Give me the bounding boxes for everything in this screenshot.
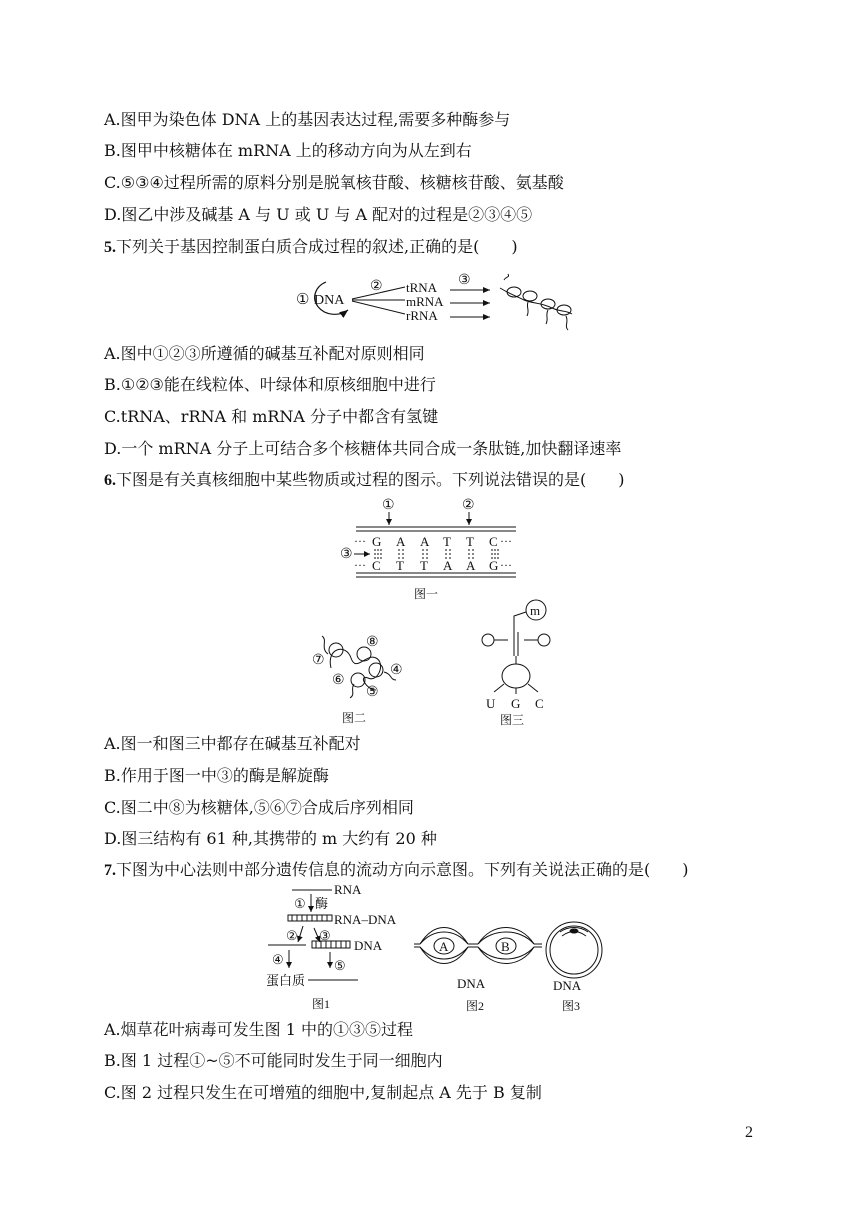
fig1-bottom-base: G — [489, 558, 499, 573]
fig1-top-base: T — [443, 534, 451, 549]
fig1-top-base: T — [466, 534, 474, 549]
fig1-step5: ⑤ — [334, 958, 346, 973]
q7-option-a: A.烟草花叶病毒可发生图 1 中的①③⑤过程 — [104, 1020, 413, 1039]
fig3-anticodon-u: U — [486, 696, 496, 711]
fig1-mark1: ① — [382, 498, 395, 513]
fig1-mark3: ③ — [340, 547, 353, 562]
q6-option-d: D.图三结构有 61 种,其携带的 m 大约有 20 种 — [104, 829, 437, 848]
fig1-ellipsis-bottom-left: ··· — [354, 558, 366, 572]
fig2-label-5: ⑤ — [366, 685, 379, 700]
q5-option-c: C.tRNA、rRNA 和 mRNA 分子中都含有氢键 — [104, 407, 439, 426]
fig1-protein-label: 蛋白质 — [266, 973, 306, 988]
q5-mrna-label: mRNA — [406, 294, 444, 309]
fig1-caption: 图一 — [414, 587, 439, 601]
fig1-ellipsis-top-left: ··· — [354, 534, 366, 548]
q6-option-c: C.图二中⑧为核糖体,⑤⑥⑦合成后序列相同 — [104, 798, 414, 817]
q5-number: 5. — [104, 239, 116, 256]
q4-option-c: C.⑤③④过程所需的原料分别是脱氧核苷酸、核糖核苷酸、氨基酸 — [104, 173, 564, 192]
q6-option-a: A.图一和图三中都存在碱基互补配对 — [104, 734, 361, 753]
fig1-hydrogen-bonds — [375, 549, 498, 560]
replication-bubbles-drawing — [414, 928, 542, 964]
fig1-top-base: C — [489, 534, 498, 549]
q7-stem — [104, 859, 689, 882]
fig1-step4: ④ — [272, 952, 284, 967]
fig1-bottom-base: C — [372, 558, 381, 573]
fig3-m-label: m — [530, 603, 541, 618]
fig1-bottom-base: A — [466, 558, 476, 573]
ribosome-chain-drawing — [500, 274, 572, 330]
fig1-top-base: A — [420, 534, 430, 549]
q7-stem-text: 下图为中心法则中部分遗传信息的流动方向示意图。下列有关说法正确的是( ) — [116, 860, 689, 879]
q6-number: 6. — [104, 472, 116, 489]
q6-figure1 — [336, 494, 526, 604]
fig1-bottom-base: T — [396, 558, 404, 573]
fig1-ellipsis-bottom-right: ··· — [500, 558, 512, 572]
q7-figure1 — [266, 882, 411, 1014]
fig2-origin-a: A — [439, 939, 449, 954]
q7-option-b: B.图 1 过程①~⑤不可能同时发生于同一细胞内 — [104, 1051, 443, 1070]
q4-option-d: D.图乙中涉及碱基 A 与 U 或 U 与 A 配对的过程是②③④⑤ — [104, 205, 533, 224]
polysome-drawing — [322, 636, 396, 698]
fig1-top-base: A — [396, 534, 406, 549]
q7-figure3 — [542, 918, 606, 1014]
fig3-anticodon-c: C — [535, 696, 544, 711]
fig2-caption: 图二 — [342, 711, 367, 725]
q7-figure2 — [414, 916, 542, 1014]
circular-dna-drawing — [546, 922, 602, 978]
fig1-step3: ③ — [319, 928, 331, 943]
q5-option-b: B.①②③能在线粒体、叶绿体和原核细胞中进行 — [104, 375, 436, 394]
fig2-label-7: ⑦ — [312, 653, 325, 668]
fig3-caption: 图3 — [562, 999, 581, 1013]
q5-step3-label: ③ — [458, 273, 471, 288]
fig2-caption: 图2 — [466, 999, 485, 1013]
fig1-step1: ① — [294, 896, 306, 911]
q6-stem — [104, 469, 625, 492]
fig1-rna-label: RNA — [334, 882, 362, 897]
q5-stem — [104, 236, 518, 259]
q5-option-a: A.图中①②③所遵循的碱基互补配对原则相同 — [104, 344, 425, 363]
fig2-label-8: ⑧ — [366, 635, 379, 650]
q5-option-d: D.一个 mRNA 分子上可结合多个核糖体共同合成一条肽链,加快翻译速率 — [104, 439, 622, 458]
q4-option-b: B.图甲中核糖体在 mRNA 上的移动方向为从左到右 — [104, 141, 472, 160]
fig1-caption: 图1 — [312, 997, 331, 1011]
q5-trna-label: tRNA — [406, 280, 438, 295]
q6-figure2 — [306, 628, 416, 728]
fig3-anticodon-g: G — [511, 696, 521, 711]
q6-stem-text: 下图是有关真核细胞中某些物质或过程的图示。下列说法错误的是( ) — [116, 470, 625, 489]
q5-step2-label: ② — [370, 279, 383, 294]
fig1-hybrid-label: RNA–DNA — [334, 912, 397, 927]
fig2-origin-b: B — [501, 939, 510, 954]
fig1-ellipsis-top-right: ··· — [500, 534, 512, 548]
page-number: 2 — [745, 1124, 753, 1141]
fig1-mark2: ② — [462, 498, 475, 513]
q4-option-a: A.图甲为染色体 DNA 上的基因表达过程,需要多种酶参与 — [104, 110, 511, 129]
fig1-dna-label: DNA — [354, 938, 383, 953]
fig2-dna-label: DNA — [457, 976, 486, 991]
q5-rrna-label: rRNA — [406, 308, 438, 323]
q7-option-c: C.图 2 过程只发生在可增殖的细胞中,复制起点 A 先于 B 复制 — [104, 1083, 542, 1102]
fig1-step2: ② — [286, 928, 298, 943]
q5-dna-label: DNA — [314, 293, 345, 308]
q5-stem-text: 下列关于基因控制蛋白质合成过程的叙述,正确的是( ) — [116, 237, 518, 256]
fig1-enzyme-label: 酶 — [315, 896, 329, 911]
fig2-label-6: ⑥ — [332, 673, 345, 688]
fig3-caption: 图三 — [500, 713, 525, 727]
q7-number: 7. — [104, 862, 116, 879]
fig1-bottom-base: A — [443, 558, 453, 573]
q5-step1-label: ① — [296, 292, 310, 308]
fig1-bottom-base: T — [420, 558, 428, 573]
q6-figure3 — [474, 596, 564, 728]
q5-figure — [290, 270, 580, 332]
fig1-top-base: G — [372, 534, 382, 549]
fig2-label-4: ④ — [390, 663, 403, 678]
q6-option-b: B.作用于图一中③的酶是解旋酶 — [104, 766, 329, 785]
fig3-dna-label: DNA — [553, 978, 582, 993]
